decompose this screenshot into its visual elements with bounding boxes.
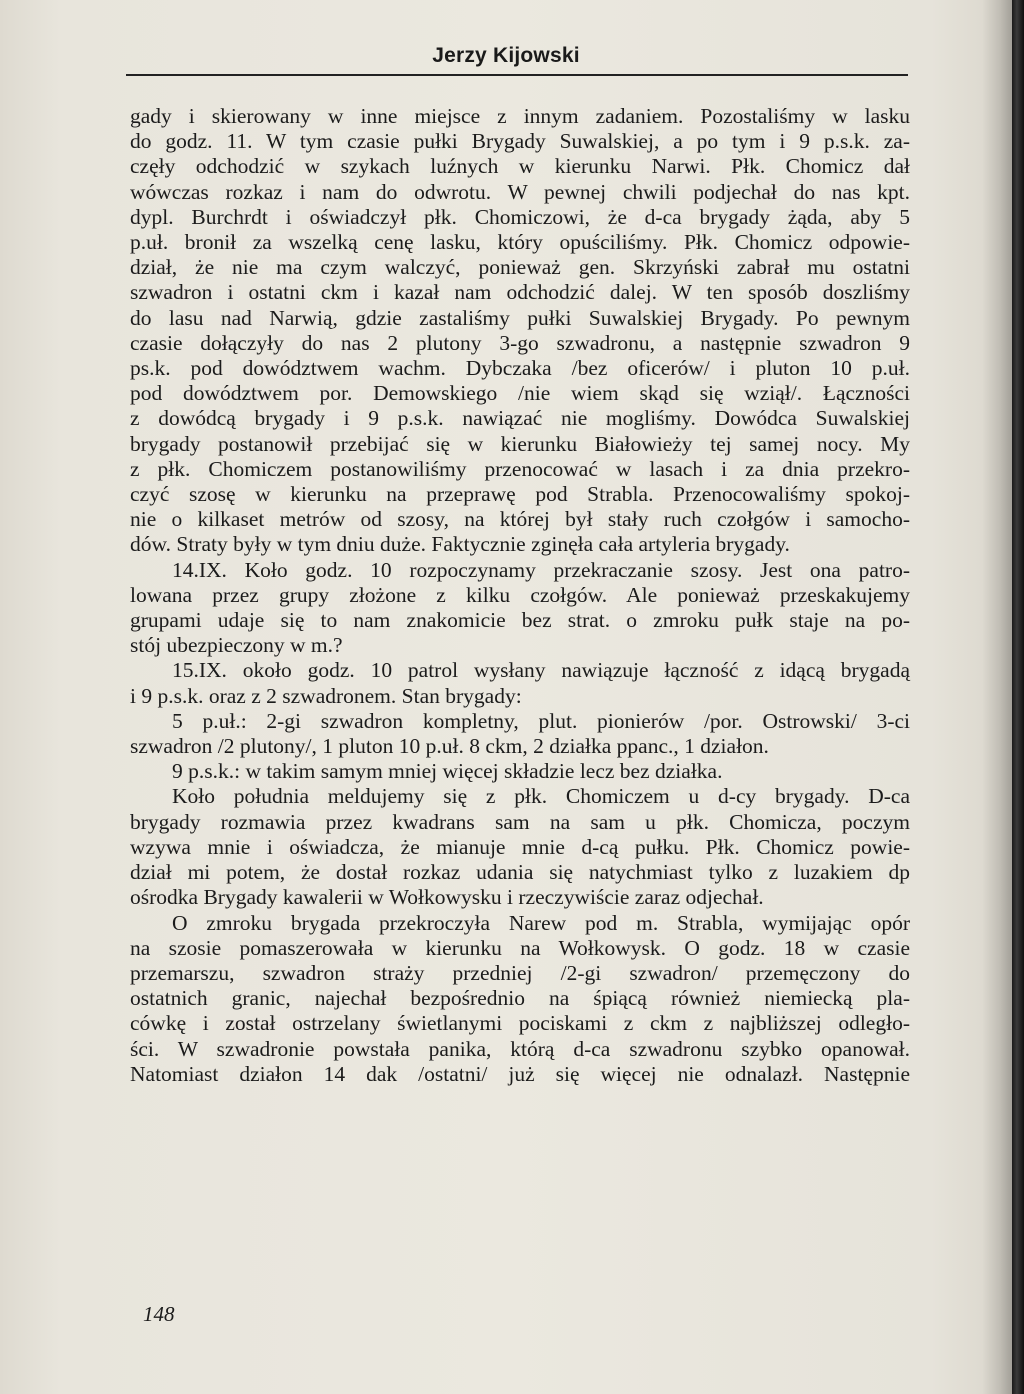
text-line: szwadron /2 plutony/, 1 pluton 10 p.uł. 8 ckm, 2 działka ppanc., 1 działon. xyxy=(130,734,769,759)
text-line: 15.IX. około godz. 10 patrol wysłany nawiązuje łączność z idącą brygadą xyxy=(172,658,910,683)
text-line: 9 p.s.k.: w takim samym mniej więcej składzie lecz bez działka. xyxy=(172,759,723,784)
text-line: grupami udaje się to nam znakomicie bez strat. o zmroku pułk staje na po- xyxy=(130,608,910,633)
spine-shadow xyxy=(982,0,1012,1394)
text-line: 14.IX. Koło godz. 10 rozpoczynamy przekraczanie szosy. Jest ona patro- xyxy=(172,557,910,582)
text-line: stój ubezpieczony w m.? xyxy=(130,633,343,658)
body-text xyxy=(130,104,910,1087)
text-line: brygady postanowił przebijać się w kierunku Białowieży tej samej nocy. My xyxy=(130,431,910,456)
text-line: częły odchodzić w szykach luźnych w kierunku Narwi. Płk. Chomicz dał xyxy=(130,154,910,179)
text-line: dział mi potem, że dostał rozkaz udania się natychmiast tylko z luzakiem dp xyxy=(130,860,910,885)
page-number: 148 xyxy=(143,1302,175,1326)
running-head: Jerzy Kijowski xyxy=(432,44,580,67)
text-line: czyć szosę w kierunku na przeprawę pod Strabla. Przenocowaliśmy spokoj- xyxy=(130,482,910,507)
text-line: wówczas rozkaz i nam do odwrotu. W pewnej chwili podjechał do nas kpt. xyxy=(130,179,910,204)
text-line: brygady rozmawia przez kwadrans sam na sam u płk. Chomicza, poczym xyxy=(130,809,910,834)
scan-edge xyxy=(1012,0,1024,1394)
text-line: wzywa mnie i oświadcza, że mianuje mnie d-cą pułku. Płk. Chomicz powie- xyxy=(130,834,910,859)
text-line: z płk. Chomiczem postanowiliśmy przenocować w lasach i za dnia przekro- xyxy=(130,456,910,481)
text-line: dział, że nie ma czym walczyć, ponieważ gen. Skrzyński zabrał mu ostatni xyxy=(130,255,910,280)
text-line: ostatnich granic, najechał bezpośrednio na śpiącą również niemiecką pla- xyxy=(130,986,910,1011)
text-line: czasie dołączyły do nas 2 plutony 3-go szwadronu, a następnie szwadron 9 xyxy=(130,330,910,355)
text-line: O zmroku brygada przekroczyła Narew pod m. Strabla, wymijając opór xyxy=(172,910,910,935)
text-line: Natomiast działon 14 dak /ostatni/ już się więcej nie odnalazł. Następnie xyxy=(130,1061,910,1086)
text-line: ośrodka Brygady kawalerii w Wołkowysku i rzeczywiście zaraz odjechał. xyxy=(130,885,764,910)
text-line: dypl. Burchrdt i oświadczył płk. Chomiczowi, że d-ca brygady żąda, aby 5 xyxy=(130,204,910,229)
text-line: pod dowództwem por. Demowskiego /nie wiem skąd się wziął/. Łączności xyxy=(130,381,910,406)
header-rule xyxy=(126,74,908,76)
text-line: ps.k. pod dowództwem wachm. Dybczaka /bez oficerów/ i pluton 10 p.uł. xyxy=(130,356,910,381)
text-line: szwadron i ostatni ckm i kazał nam odchodzić dalej. W ten sposób doszliśmy xyxy=(130,280,910,305)
text-line: przemarszu, szwadron straży przedniej /2-gi szwadron/ przemęczony do xyxy=(130,960,910,985)
text-line: cówkę i został ostrzelany świetlanymi pociskami z ckm z najbliższej odległo- xyxy=(130,1011,910,1036)
text-line: do godz. 11. W tym czasie pułki Brygady Suwalskiej, a po tym i 9 p.s.k. za- xyxy=(130,129,910,154)
text-line: lowana przez grupy złożone z kilku czołgów. Ale ponieważ przeskakujemy xyxy=(130,582,910,607)
text-line: gady i skierowany w inne miejsce z innym zadaniem. Pozostaliśmy w lasku xyxy=(130,104,910,128)
text-line: do lasu nad Narwią, gdzie zastaliśmy pułki Suwalskiej Brygady. Po pewnym xyxy=(130,305,910,330)
text-line: z dowódcą brygady i 9 p.s.k. nawiązać nie mogliśmy. Dowódca Suwalskiej xyxy=(130,406,910,431)
text-line: na szosie pomaszerowała w kierunku na Wołkowysk. O godz. 18 w czasie xyxy=(130,935,910,960)
text-line: i 9 p.s.k. oraz z 2 szwadronem. Stan brygady: xyxy=(130,683,522,708)
text-line: 5 p.uł.: 2-gi szwadron kompletny, plut. pionierów /por. Ostrowski/ 3-ci xyxy=(172,708,910,733)
text-line: nie o kilkaset metrów od szosy, na której był stały ruch czołgów i samocho- xyxy=(130,507,910,532)
text-line: Koło południa meldujemy się z płk. Chomiczem u d-cy brygady. D-ca xyxy=(172,784,910,809)
text-line: p.uł. bronił za wszelką cenę lasku, który opuściliśmy. Płk. Chomicz odpowie- xyxy=(130,230,910,255)
text-line: ści. W szwadronie powstała panika, którą d-ca szwadronu szybko opanował. xyxy=(130,1036,910,1061)
text-line: dów. Straty były w tym dniu duże. Faktycznie zginęła cała artyleria brygady. xyxy=(130,532,790,557)
